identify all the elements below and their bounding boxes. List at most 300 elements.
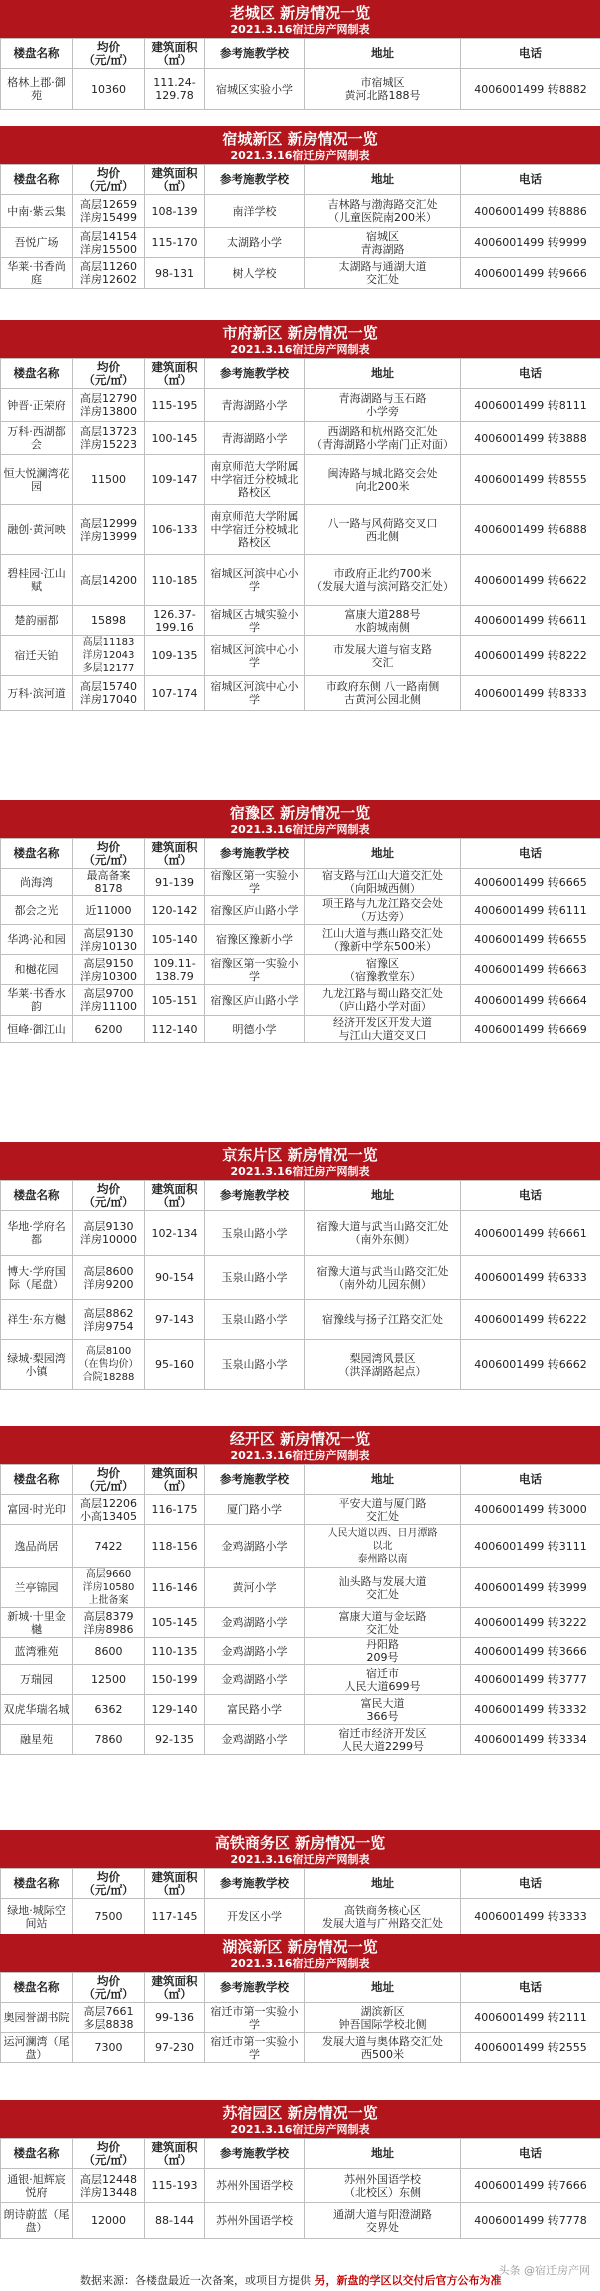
column-header-area: 建筑面积 （㎡） [145,1973,205,2003]
section-header [0,1142,600,1180]
cell-school: 树人学校 [205,258,305,289]
cell-price: 12500 [73,1665,145,1695]
column-header-name: 楼盘名称 [1,839,73,869]
column-header-row [1,839,600,869]
column-header-address: 地址 [305,165,461,195]
cell-address: 市政府东侧 八一路南侧 古黄河公园北侧 [305,676,461,711]
table-row [1,1256,600,1300]
column-header-school: 参考施教学校 [205,1869,305,1899]
cell-address: 宿城区 青海湖路 [305,228,461,258]
column-header-row [1,39,600,69]
cell-school: 宿迁市第一实验小学 [205,2033,305,2063]
cell-school: 玉泉山路小学 [205,1340,305,1390]
cell-address: 经济开发区开发大道 与江山大道交叉口 [305,1016,461,1043]
cell-area: 116-146 [145,1568,205,1608]
cell-area: 115-193 [145,2169,205,2203]
cell-phone: 4006001499 转8111 [461,389,600,422]
cell-phone: 4006001499 转3000 [461,1495,600,1525]
cell-price: 高层9130 洋房10130 [73,925,145,955]
table-row [1,422,600,455]
column-header-school: 参考施教学校 [205,39,305,69]
footer-school-warning: 另，新盘的学区以交付后官方公布为准 [314,2274,502,2287]
section-table [0,1464,600,1755]
cell-area: 107-174 [145,676,205,711]
cell-school: 南京师范大学附属中学宿迁分校城北路校区 [205,455,305,505]
table-row [1,896,600,925]
section-header [0,1426,600,1464]
section-header [0,126,600,164]
cell-price: 高层9150 洋房10300 [73,955,145,985]
cell-property-name: 华鸿·沁和园 [1,925,73,955]
cell-price: 高层11260 洋房12602 [73,258,145,289]
cell-price: 10360 [73,69,145,110]
table-row [1,1525,600,1568]
column-header-school: 参考施教学校 [205,1973,305,2003]
column-header-row [1,1973,600,2003]
cell-phone: 4006001499 转3999 [461,1568,600,1608]
cell-school: 富民路小学 [205,1695,305,1725]
cell-area: 115-170 [145,228,205,258]
table-row [1,258,600,289]
cell-area: 109-135 [145,636,205,676]
column-header-name: 楼盘名称 [1,165,73,195]
cell-price: 高层8100 （在售均价） 合院18288 [73,1340,145,1390]
cell-price: 高层8600 洋房9200 [73,1256,145,1300]
column-header-school: 参考施教学校 [205,2139,305,2169]
cell-address: 高铁商务核心区 发展大道与广州路交汇处 [305,1899,461,1935]
column-header-address: 地址 [305,1465,461,1495]
section-subtitle: 2021.3.16宿迁房产网制表 [230,2123,370,2136]
section-subtitle: 2021.3.16宿迁房产网制表 [230,149,370,162]
section-table [0,838,600,1043]
column-header-phone: 电话 [461,165,600,195]
cell-property-name: 融星苑 [1,1725,73,1755]
cell-property-name: 融创·黄河映 [1,505,73,555]
section-title: 湖滨新区 新房情况一览 [222,1938,378,1956]
table-row [1,1300,600,1340]
cell-school: 金鸡湖路小学 [205,1525,305,1568]
table-row [1,1211,600,1256]
cell-school: 太湖路小学 [205,228,305,258]
cell-phone: 4006001499 转7666 [461,2169,600,2203]
column-header-name: 楼盘名称 [1,1181,73,1211]
cell-price: 高层11183 洋房12043 多层12177 [73,636,145,676]
column-header-name: 楼盘名称 [1,1869,73,1899]
column-header-name: 楼盘名称 [1,1973,73,2003]
section-header [0,800,600,838]
column-header-name: 楼盘名称 [1,1465,73,1495]
cell-school: 苏州外国语学校 [205,2203,305,2239]
cell-area: 105-145 [145,1608,205,1638]
column-header-address: 地址 [305,39,461,69]
section-title: 京东片区 新房情况一览 [222,1146,378,1164]
cell-phone: 4006001499 转3111 [461,1525,600,1568]
cell-price: 7500 [73,1899,145,1935]
cell-property-name: 双虎华瑞名城 [1,1695,73,1725]
section-title: 经开区 新房情况一览 [229,1430,371,1448]
column-header-row [1,359,600,389]
table-row [1,389,600,422]
cell-school: 金鸡湖路小学 [205,1665,305,1695]
cell-area: 111.24- 129.78 [145,69,205,110]
cell-area: 110-185 [145,555,205,606]
section-subtitle: 2021.3.16宿迁房产网制表 [230,343,370,356]
section-header [0,1934,600,1972]
cell-area: 95-160 [145,1340,205,1390]
table-row [1,1695,600,1725]
column-header-price: 均价 （元/㎡） [73,839,145,869]
cell-property-name: 尚海湾 [1,869,73,896]
section-title: 宿豫区 新房情况一览 [229,804,371,822]
cell-property-name: 新城·十里金樾 [1,1608,73,1638]
cell-property-name: 华地·学府名都 [1,1211,73,1256]
cell-price: 高层13723 洋房15223 [73,422,145,455]
cell-price: 高层8379 洋房8986 [73,1608,145,1638]
cell-area: 126.37- 199.16 [145,606,205,636]
cell-area: 112-140 [145,1016,205,1043]
cell-property-name: 蓝湾雅苑 [1,1638,73,1665]
cell-property-name: 绿城·梨园湾小镇 [1,1340,73,1390]
table-row [1,1568,600,1608]
cell-school: 黄河小学 [205,1568,305,1608]
cell-address: 吉林路与渤海路交汇处 （儿童医院南200米） [305,195,461,228]
cell-phone: 4006001499 转9999 [461,228,600,258]
cell-property-name: 华莱·书香水韵 [1,985,73,1016]
cell-price: 7422 [73,1525,145,1568]
section-subtitle: 2021.3.16宿迁房产网制表 [230,823,370,836]
cell-price: 高层8862 洋房9754 [73,1300,145,1340]
cell-price: 高层9700 洋房11100 [73,985,145,1016]
table-row [1,925,600,955]
cell-address: 发展大道与奥体路交汇处 西500米 [305,2033,461,2063]
cell-property-name: 奥园誉湖书院 [1,2003,73,2033]
cell-area: 90-154 [145,1256,205,1300]
cell-address: 宿豫线与扬子江路交汇处 [305,1300,461,1340]
table-row [1,2203,600,2239]
cell-address: 宿豫大道与武当山路交汇处 （南外幼儿园东侧） [305,1256,461,1300]
cell-phone: 4006001499 转6655 [461,925,600,955]
section-title: 老城区 新房情况一览 [229,4,371,22]
column-header-area: 建筑面积 （㎡） [145,1181,205,1211]
watermark: 头条 @宿迁房产网 [498,2264,590,2277]
cell-address: 富民大道 366号 [305,1695,461,1725]
cell-phone: 4006001499 转9666 [461,258,600,289]
cell-school: 青海湖路小学 [205,422,305,455]
section-header [0,320,600,358]
cell-school: 玉泉山路小学 [205,1256,305,1300]
cell-property-name: 恒大悦澜湾花园 [1,455,73,505]
table-row [1,676,600,711]
cell-phone: 4006001499 转8555 [461,455,600,505]
cell-price: 高层15740 洋房17040 [73,676,145,711]
cell-property-name: 楚韵丽都 [1,606,73,636]
cell-area: 118-156 [145,1525,205,1568]
cell-property-name: 万瑞园 [1,1665,73,1695]
cell-address: 闽涛路与城北路交会处 向北200米 [305,455,461,505]
column-header-row [1,165,600,195]
cell-price: 高层14200 [73,555,145,606]
column-header-school: 参考施教学校 [205,165,305,195]
cell-area: 150-199 [145,1665,205,1695]
cell-area: 115-195 [145,389,205,422]
column-header-price: 均价 （元/㎡） [73,165,145,195]
cell-phone: 4006001499 转3333 [461,1899,600,1935]
column-header-phone: 电话 [461,1869,600,1899]
column-header-area: 建筑面积 （㎡） [145,165,205,195]
cell-property-name: 钟晋·正荣府 [1,389,73,422]
section-table [0,164,600,289]
table-row [1,2033,600,2063]
column-header-price: 均价 （元/㎡） [73,2139,145,2169]
column-header-school: 参考施教学校 [205,359,305,389]
cell-school: 厦门路小学 [205,1495,305,1525]
column-header-area: 建筑面积 （㎡） [145,839,205,869]
cell-property-name: 万科·西湖都会 [1,422,73,455]
cell-address: 湖滨新区 钟吾国际学校北侧 [305,2003,461,2033]
cell-property-name: 宿迁天铂 [1,636,73,676]
column-header-price: 均价 （元/㎡） [73,359,145,389]
column-header-school: 参考施教学校 [205,839,305,869]
cell-address: 富康大道与金坛路 交汇处 [305,1608,461,1638]
section-title: 高铁商务区 新房情况一览 [214,1834,386,1852]
column-header-phone: 电话 [461,1465,600,1495]
table-row [1,2003,600,2033]
table-row [1,69,600,110]
section-header [0,1830,600,1868]
cell-property-name: 兰亭锦园 [1,1568,73,1608]
cell-price: 15898 [73,606,145,636]
section-subtitle: 2021.3.16宿迁房产网制表 [230,1853,370,1866]
cell-address: 通湖大道与阳澄湖路 交界处 [305,2203,461,2239]
table-row [1,2169,600,2203]
cell-price: 最高备案 8178 [73,869,145,896]
cell-area: 102-134 [145,1211,205,1256]
section-table [0,38,600,110]
table-row [1,1608,600,1638]
cell-phone: 4006001499 转8222 [461,636,600,676]
cell-address: 市政府正北约700米 （发展大道与滨河路交汇处） [305,555,461,606]
cell-phone: 4006001499 转8333 [461,676,600,711]
cell-address: 八一路与风荷路交叉口 西北侧 [305,505,461,555]
cell-school: 宿城区河滨中心小学 [205,636,305,676]
column-header-address: 地址 [305,1181,461,1211]
table-row [1,636,600,676]
cell-price: 7300 [73,2033,145,2063]
cell-address: 青海湖路与玉石路 小学旁 [305,389,461,422]
column-header-row [1,1181,600,1211]
column-header-phone: 电话 [461,1181,600,1211]
cell-phone: 4006001499 转2111 [461,2003,600,2033]
table-row [1,228,600,258]
cell-area: 109.11- 138.79 [145,955,205,985]
section-subtitle: 2021.3.16宿迁房产网制表 [230,23,370,36]
cell-address: 九龙江路与蜀山路交汇处 （庐山路小学对面） [305,985,461,1016]
cell-address: 宿迁市 人民大道699号 [305,1665,461,1695]
cell-phone: 4006001499 转6888 [461,505,600,555]
section-title: 苏宿园区 新房情况一览 [222,2104,378,2122]
table-row [1,195,600,228]
cell-phone: 4006001499 转3334 [461,1725,600,1755]
cell-property-name: 运河澜湾（尾盘） [1,2033,73,2063]
cell-address: 汕头路与发展大道 交汇处 [305,1568,461,1608]
cell-area: 106-133 [145,505,205,555]
cell-school: 宿豫区庐山路小学 [205,896,305,925]
cell-area: 98-131 [145,258,205,289]
cell-address: 丹阳路 209号 [305,1638,461,1665]
cell-area: 129-140 [145,1695,205,1725]
cell-address: 市发展大道与宿支路 交汇 [305,636,461,676]
cell-address: 平安大道与厦门路 交汇处 [305,1495,461,1525]
cell-area: 120-142 [145,896,205,925]
cell-address: 宿支路与江山大道交汇处 （向阳城西侧） [305,869,461,896]
cell-area: 97-230 [145,2033,205,2063]
cell-school: 开发区小学 [205,1899,305,1935]
section-subtitle: 2021.3.16宿迁房产网制表 [230,1449,370,1462]
cell-area: 99-136 [145,2003,205,2033]
cell-property-name: 都会之光 [1,896,73,925]
column-header-area: 建筑面积 （㎡） [145,1465,205,1495]
section-title: 宿城新区 新房情况一览 [222,130,378,148]
cell-school: 宿城区河滨中心小学 [205,676,305,711]
column-header-name: 楼盘名称 [1,39,73,69]
cell-phone: 4006001499 转6662 [461,1340,600,1390]
cell-school: 金鸡湖路小学 [205,1608,305,1638]
cell-school: 宿城区实验小学 [205,69,305,110]
cell-phone: 4006001499 转6665 [461,869,600,896]
cell-property-name: 通银·旭辉宸悦府 [1,2169,73,2203]
cell-area: 88-144 [145,2203,205,2239]
column-header-address: 地址 [305,1869,461,1899]
cell-phone: 4006001499 转6222 [461,1300,600,1340]
cell-property-name: 吾悦广场 [1,228,73,258]
cell-price: 高层7661 多层8838 [73,2003,145,2033]
cell-phone: 4006001499 转3666 [461,1638,600,1665]
cell-price: 高层9130 洋房10000 [73,1211,145,1256]
column-header-area: 建筑面积 （㎡） [145,359,205,389]
cell-price: 高层12659 洋房15499 [73,195,145,228]
section-header [0,0,600,38]
table-row [1,1495,600,1525]
cell-school: 金鸡湖路小学 [205,1725,305,1755]
column-header-row [1,2139,600,2169]
section-table [0,358,600,711]
section-table [0,1180,600,1390]
section-table [0,1868,600,1935]
cell-price: 近11000 [73,896,145,925]
cell-area: 109-147 [145,455,205,505]
cell-property-name: 博大·学府国际（尾盘） [1,1256,73,1300]
cell-phone: 4006001499 转6611 [461,606,600,636]
cell-phone: 4006001499 转3332 [461,1695,600,1725]
table-row [1,606,600,636]
cell-property-name: 万科·滨河道 [1,676,73,711]
cell-property-name: 恒峰·御江山 [1,1016,73,1043]
cell-phone: 4006001499 转8882 [461,69,600,110]
table-row [1,455,600,505]
table-row [1,505,600,555]
column-header-price: 均价 （元/㎡） [73,39,145,69]
table-row [1,555,600,606]
cell-school: 南洋学校 [205,195,305,228]
column-header-address: 地址 [305,1973,461,2003]
section-header [0,2100,600,2138]
cell-area: 105-151 [145,985,205,1016]
column-header-price: 均价 （元/㎡） [73,1869,145,1899]
table-row [1,1725,600,1755]
cell-school: 宿城区河滨中心小学 [205,555,305,606]
cell-price: 高层12206 小高13405 [73,1495,145,1525]
cell-school: 宿豫区庐山路小学 [205,985,305,1016]
cell-phone: 4006001499 转6333 [461,1256,600,1300]
cell-area: 100-145 [145,422,205,455]
cell-phone: 4006001499 转6111 [461,896,600,925]
column-header-row [1,1465,600,1495]
cell-school: 宿豫区第一实验小学 [205,869,305,896]
cell-address: 人民大道以西、日月潭路 以北 泰州路以南 [305,1525,461,1568]
section-title: 市府新区 新房情况一览 [222,324,378,342]
table-row [1,1899,600,1935]
cell-school: 玉泉山路小学 [205,1211,305,1256]
cell-school: 宿迁市第一实验小学 [205,2003,305,2033]
cell-area: 105-140 [145,925,205,955]
cell-school: 玉泉山路小学 [205,1300,305,1340]
cell-property-name: 碧桂园·江山赋 [1,555,73,606]
table-row [1,1665,600,1695]
table-row [1,869,600,896]
table-row [1,955,600,985]
cell-phone: 4006001499 转6664 [461,985,600,1016]
cell-area: 92-135 [145,1725,205,1755]
column-header-row [1,1869,600,1899]
cell-phone: 4006001499 转3222 [461,1608,600,1638]
cell-price: 高层12448 洋房13448 [73,2169,145,2203]
column-header-school: 参考施教学校 [205,1181,305,1211]
cell-phone: 4006001499 转7778 [461,2203,600,2239]
cell-price: 12000 [73,2203,145,2239]
cell-school: 青海湖路小学 [205,389,305,422]
cell-price: 6362 [73,1695,145,1725]
cell-price: 7860 [73,1725,145,1755]
column-header-school: 参考施教学校 [205,1465,305,1495]
column-header-phone: 电话 [461,359,600,389]
cell-price: 高层9660 洋房10580 上批备案 [73,1568,145,1608]
cell-address: 太湖路与通湖大道 交汇处 [305,258,461,289]
cell-phone: 4006001499 转6669 [461,1016,600,1043]
cell-address: 富康大道288号 水韵城南侧 [305,606,461,636]
cell-area: 97-143 [145,1300,205,1340]
table-row [1,1016,600,1043]
column-header-area: 建筑面积 （㎡） [145,2139,205,2169]
cell-address: 江山大道与燕山路交汇处 （豫新中学东500米） [305,925,461,955]
cell-school: 明德小学 [205,1016,305,1043]
column-header-area: 建筑面积 （㎡） [145,39,205,69]
cell-address: 宿迁市经济开发区 人民大道2299号 [305,1725,461,1755]
column-header-price: 均价 （元/㎡） [73,1465,145,1495]
cell-school: 宿城区古城实验小学 [205,606,305,636]
column-header-address: 地址 [305,2139,461,2169]
cell-price: 高层14154 洋房15500 [73,228,145,258]
column-header-area: 建筑面积 （㎡） [145,1869,205,1899]
cell-phone: 4006001499 转3888 [461,422,600,455]
cell-phone: 4006001499 转8886 [461,195,600,228]
cell-phone: 4006001499 转6622 [461,555,600,606]
cell-school: 宿豫区豫新小学 [205,925,305,955]
cell-address: 宿豫大道与武当山路交汇处 （南外东侧） [305,1211,461,1256]
cell-school: 宿豫区第一实验小学 [205,955,305,985]
cell-price: 高层12790 洋房13800 [73,389,145,422]
cell-property-name: 富园·时光印 [1,1495,73,1525]
cell-school: 南京师范大学附属中学宿迁分校城北路校区 [205,505,305,555]
